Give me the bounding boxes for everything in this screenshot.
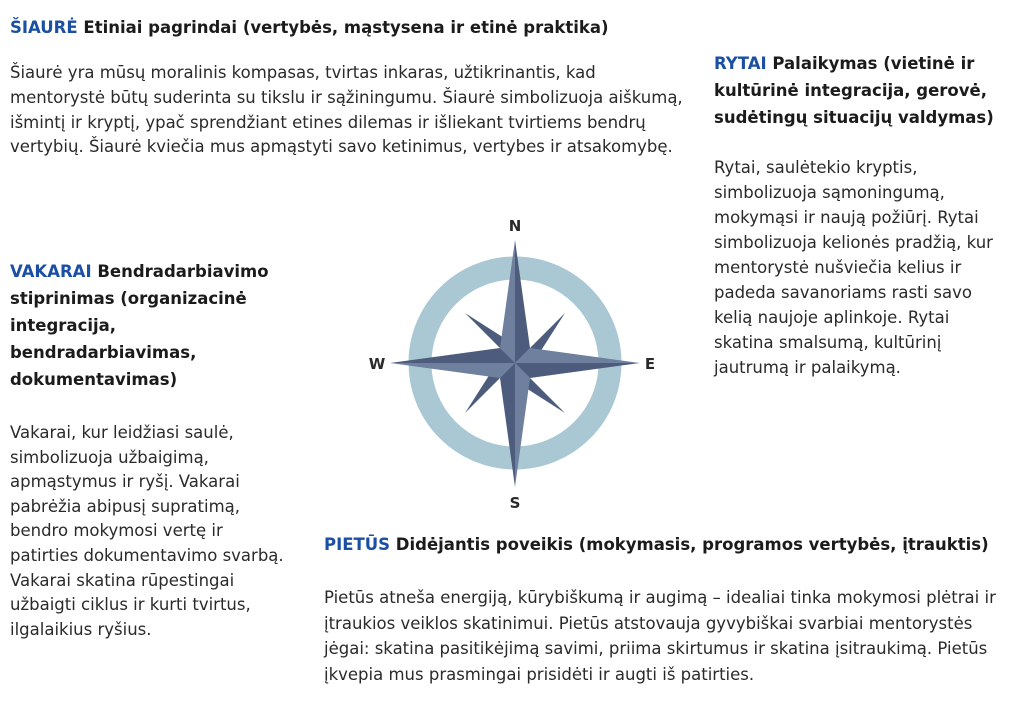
compass-main-points	[390, 240, 640, 487]
north-body: Šiaurė yra mūsų moralinis kompasas, tvirtas inkaras, užtikrinantis, kad mentorystė būtų suderinta su tikslu ir sąžiningumu. Šiaurė simbolizuoja aiškumą, išmintį ir kryptį, ypač sprendžiant etines dilemas ir išliekant tvirtiems bendrų vertybių. Šiaurė kviečia mus apmąstyti savo ketinimus, vertybes ir atsakomybę.	[10, 63, 683, 157]
section-east	[714, 50, 1014, 380]
compass-label-n: N	[508, 217, 522, 235]
compass-rose-icon	[360, 210, 670, 510]
east-heading	[714, 50, 1014, 131]
compass-label-w: W	[368, 355, 386, 373]
east-title: Palaikymas (vietinė ir kultūrinė integracija, gerovė, sudėtingų situacijų valdymas)	[714, 54, 994, 127]
compass-label-s: S	[509, 494, 521, 510]
west-title: Bendradarbiavimo stiprinimas (organizacinė integracija, bendradarbiavimas, dokumentavimas)	[10, 262, 269, 389]
west-keyword: VAKARAI	[10, 262, 92, 281]
west-body: Vakarai, kur leidžiasi saulė, simbolizuoja užbaigimą, apmąstymus ir ryšį. Vakarai pabrėžia abipusį supratimą, bendro mokymosi vertę ir patirties dokumentavimo svarbą. Vakarai skatina rūpestingai užbaigti ciklus ir kurti tvirtus, ilgalaikius ryšius.	[10, 423, 284, 639]
south-keyword: PIETŪS	[324, 535, 391, 554]
south-body: Pietūs atneša energiją, kūrybiškumą ir augimą – idealiai tinka mokymosi plėtrai ir įtraukios veiklos skatinimui. Pietūs atstovauja gyvybiškai svarbiai mentorystės jėgai: skatina pasitikėjimą savimi, priima skirtumus ir skatina įsitraukimą. Pietūs įkvepia mus prasmingai prisidėti ir augti iš patirties.	[324, 588, 996, 684]
compass-label-e: E	[644, 355, 656, 373]
north-heading	[10, 14, 700, 41]
west-heading	[10, 258, 300, 393]
section-north	[10, 14, 700, 160]
north-title: Etiniai pagrindai (vertybės, mąstysena ir etinė praktika)	[83, 18, 609, 37]
east-keyword: RYTAI	[714, 54, 767, 73]
section-west	[10, 258, 300, 642]
north-keyword: ŠIAURĖ	[10, 18, 78, 37]
east-body: Rytai, saulėtekio kryptis, simbolizuoja sąmoningumą, mokymąsi ir naują požiūrį. Rytai simbolizuoja kelionės pradžią, kur mentorystė nušviečia kelius ir padeda savanoriams rasti savo kelią naujoje aplinkoje. Rytai skatina smalsumą, kultūrinį jautrumą ir palaikymą.	[714, 158, 993, 377]
south-heading	[324, 530, 1014, 559]
south-title: Didėjantis poveikis (mokymasis, programos vertybės, įtrauktis)	[395, 535, 989, 554]
section-south	[324, 530, 1014, 687]
